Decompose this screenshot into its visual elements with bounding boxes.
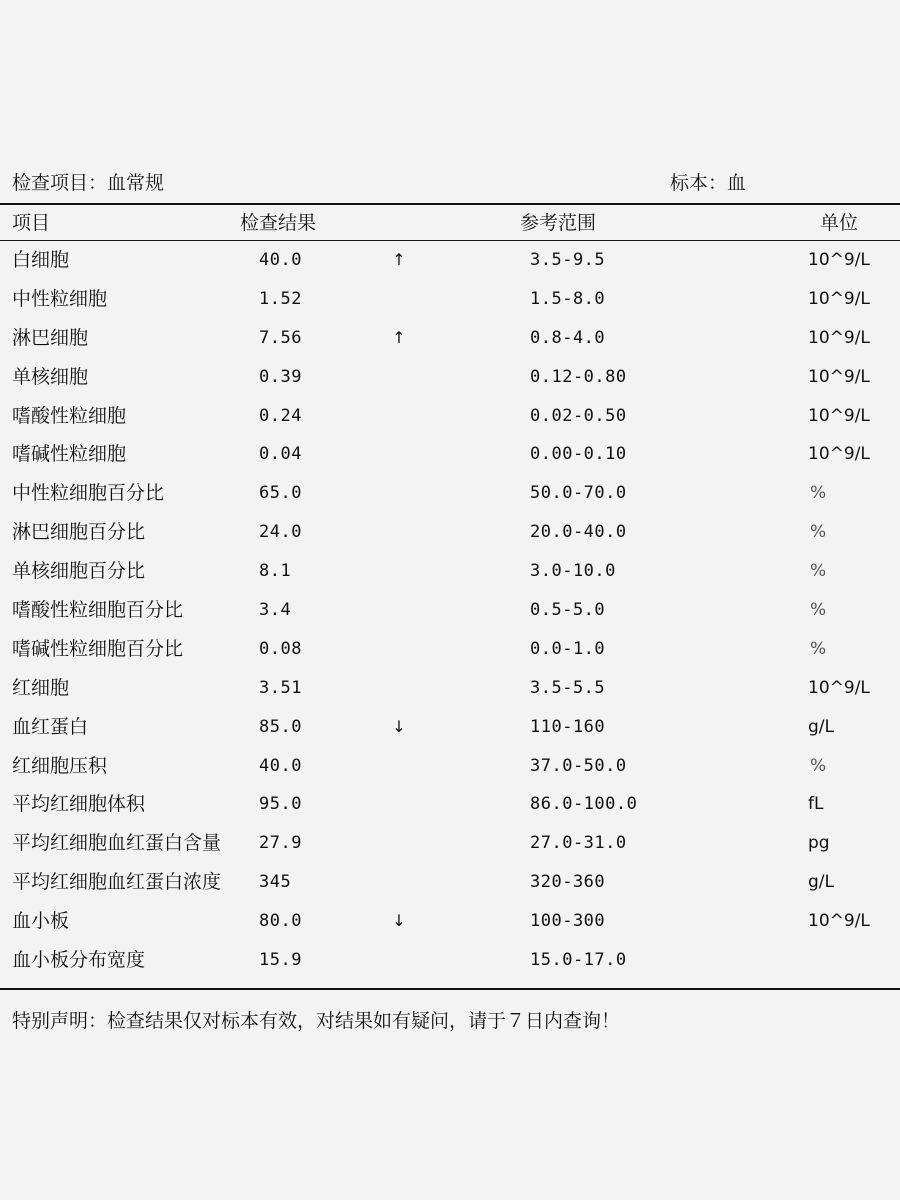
test-result: 65.0: [259, 483, 302, 504]
test-result: 40.0: [259, 250, 302, 270]
table-row: [0, 902, 900, 941]
test-result: 85.0: [259, 716, 302, 737]
table-row: [0, 319, 900, 358]
column-header-result: 检查结果: [240, 212, 317, 234]
reference-range: 86.0-100.0: [530, 794, 638, 815]
table-row: [0, 591, 900, 630]
reference-range: 50.0-70.0: [530, 483, 627, 504]
reference-range: 0.5-5.0: [530, 600, 606, 621]
unit: 10^9/L: [808, 327, 870, 348]
test-result: 95.0: [259, 794, 302, 815]
disclaimer-notice: 特别声明：检查结果仅对标本有效，对结果如有疑问，请于７日内查询！: [12, 1010, 621, 1032]
column-header-range: 参考范围: [520, 212, 597, 234]
table-row: [0, 358, 900, 397]
test-result: 40.0: [259, 755, 302, 776]
unit: pg: [808, 833, 830, 854]
column-header-item: 项目: [12, 212, 51, 234]
test-name: 平均红细胞血红蛋白浓度: [12, 871, 222, 894]
table-row: [0, 397, 900, 436]
reference-range: 100-300: [530, 911, 606, 932]
test-result: 0.24: [259, 405, 302, 426]
test-result: 3.4: [259, 600, 292, 621]
test-name: 白细胞: [12, 249, 70, 271]
table-row: [0, 747, 900, 786]
arrow-up-icon: ↑: [392, 327, 406, 347]
table-row: [0, 669, 900, 708]
reference-range: 27.0-31.0: [530, 833, 627, 854]
unit: %: [810, 638, 827, 659]
reference-range: 0.8-4.0: [530, 327, 606, 348]
table-header: [0, 208, 900, 236]
reference-range: 0.00-0.10: [530, 444, 627, 465]
unit: 10^9/L: [808, 911, 870, 932]
test-result: 27.9: [259, 833, 302, 854]
test-result: 80.0: [259, 911, 302, 932]
test-name: 血小板: [12, 910, 70, 933]
test-name: 淋巴细胞百分比: [12, 521, 146, 544]
table-top-rule: [0, 203, 900, 205]
test-name: 平均红细胞体积: [12, 793, 146, 816]
reference-range: 320-360: [530, 872, 606, 893]
test-result: 345: [259, 872, 292, 893]
test-result: 15.9: [259, 950, 302, 971]
table-row: [0, 941, 900, 980]
reference-range: 37.0-50.0: [530, 755, 627, 776]
table-row: [0, 435, 900, 474]
test-result: 24.0: [259, 522, 302, 543]
reference-range: 1.5-8.0: [530, 288, 606, 309]
unit: %: [810, 600, 827, 621]
table-row: [0, 785, 900, 824]
test-result: 3.51: [259, 677, 302, 698]
test-name: 嗜碱性粒细胞百分比: [12, 637, 184, 660]
table-bottom-rule: [0, 988, 900, 990]
unit: g/L: [808, 716, 834, 737]
unit: g/L: [808, 872, 834, 893]
reference-range: 15.0-17.0: [530, 950, 627, 971]
result-table-body: [0, 241, 900, 980]
reference-range: 0.0-1.0: [530, 638, 606, 659]
table-row: [0, 824, 900, 863]
unit: 10^9/L: [808, 677, 870, 698]
table-row: [0, 863, 900, 902]
reference-range: 20.0-40.0: [530, 522, 627, 543]
reference-range: 3.5-5.5: [530, 677, 606, 698]
unit: %: [810, 483, 827, 504]
test-name: 嗜碱性粒细胞: [12, 443, 127, 466]
table-row: [0, 552, 900, 591]
unit: 10^9/L: [808, 405, 870, 426]
table-row: [0, 630, 900, 669]
report-meta: [12, 168, 892, 196]
test-name: 单核细胞: [12, 365, 89, 388]
unit: fL: [808, 794, 824, 815]
reference-range: 3.5-9.5: [530, 250, 606, 270]
test-name: 淋巴细胞: [12, 326, 89, 349]
test-result: 1.52: [259, 288, 302, 309]
unit: 10^9/L: [808, 288, 870, 309]
unit: 10^9/L: [808, 366, 870, 387]
table-row: [0, 241, 900, 280]
exam-item-label: 检查项目：血常规: [12, 172, 165, 194]
unit: 10^9/L: [808, 444, 870, 465]
test-name: 平均红细胞血红蛋白含量: [12, 832, 222, 855]
table-row: [0, 474, 900, 513]
test-name: 嗜酸性粒细胞百分比: [12, 599, 184, 622]
column-header-unit: 单位: [820, 212, 859, 234]
unit: 10^9/L: [808, 250, 870, 270]
arrow-down-icon: ↓: [392, 716, 406, 736]
test-name: 血小板分布宽度: [12, 949, 146, 972]
test-result: 0.04: [259, 444, 302, 465]
test-name: 中性粒细胞百分比: [12, 482, 165, 505]
test-name: 嗜酸性粒细胞: [12, 404, 127, 427]
table-row: [0, 280, 900, 319]
test-name: 中性粒细胞: [12, 287, 108, 310]
reference-range: 110-160: [530, 716, 606, 737]
test-name: 红细胞: [12, 676, 70, 699]
table-row: [0, 708, 900, 747]
unit: %: [810, 755, 827, 776]
test-result: 8.1: [259, 561, 292, 582]
test-name: 红细胞压积: [12, 754, 108, 777]
table-row: [0, 513, 900, 552]
reference-range: 0.12-0.80: [530, 366, 627, 387]
unit: %: [810, 522, 827, 543]
test-result: 0.39: [259, 366, 302, 387]
arrow-down-icon: ↓: [392, 911, 406, 931]
test-result: 0.08: [259, 638, 302, 659]
test-result: 7.56: [259, 327, 302, 348]
test-name: 血红蛋白: [12, 715, 89, 738]
specimen-label: 标本：血: [670, 172, 747, 194]
reference-range: 0.02-0.50: [530, 405, 627, 426]
reference-range: 3.0-10.0: [530, 561, 616, 582]
test-name: 单核细胞百分比: [12, 560, 146, 583]
unit: %: [810, 561, 827, 582]
arrow-up-icon: ↑: [392, 250, 406, 269]
